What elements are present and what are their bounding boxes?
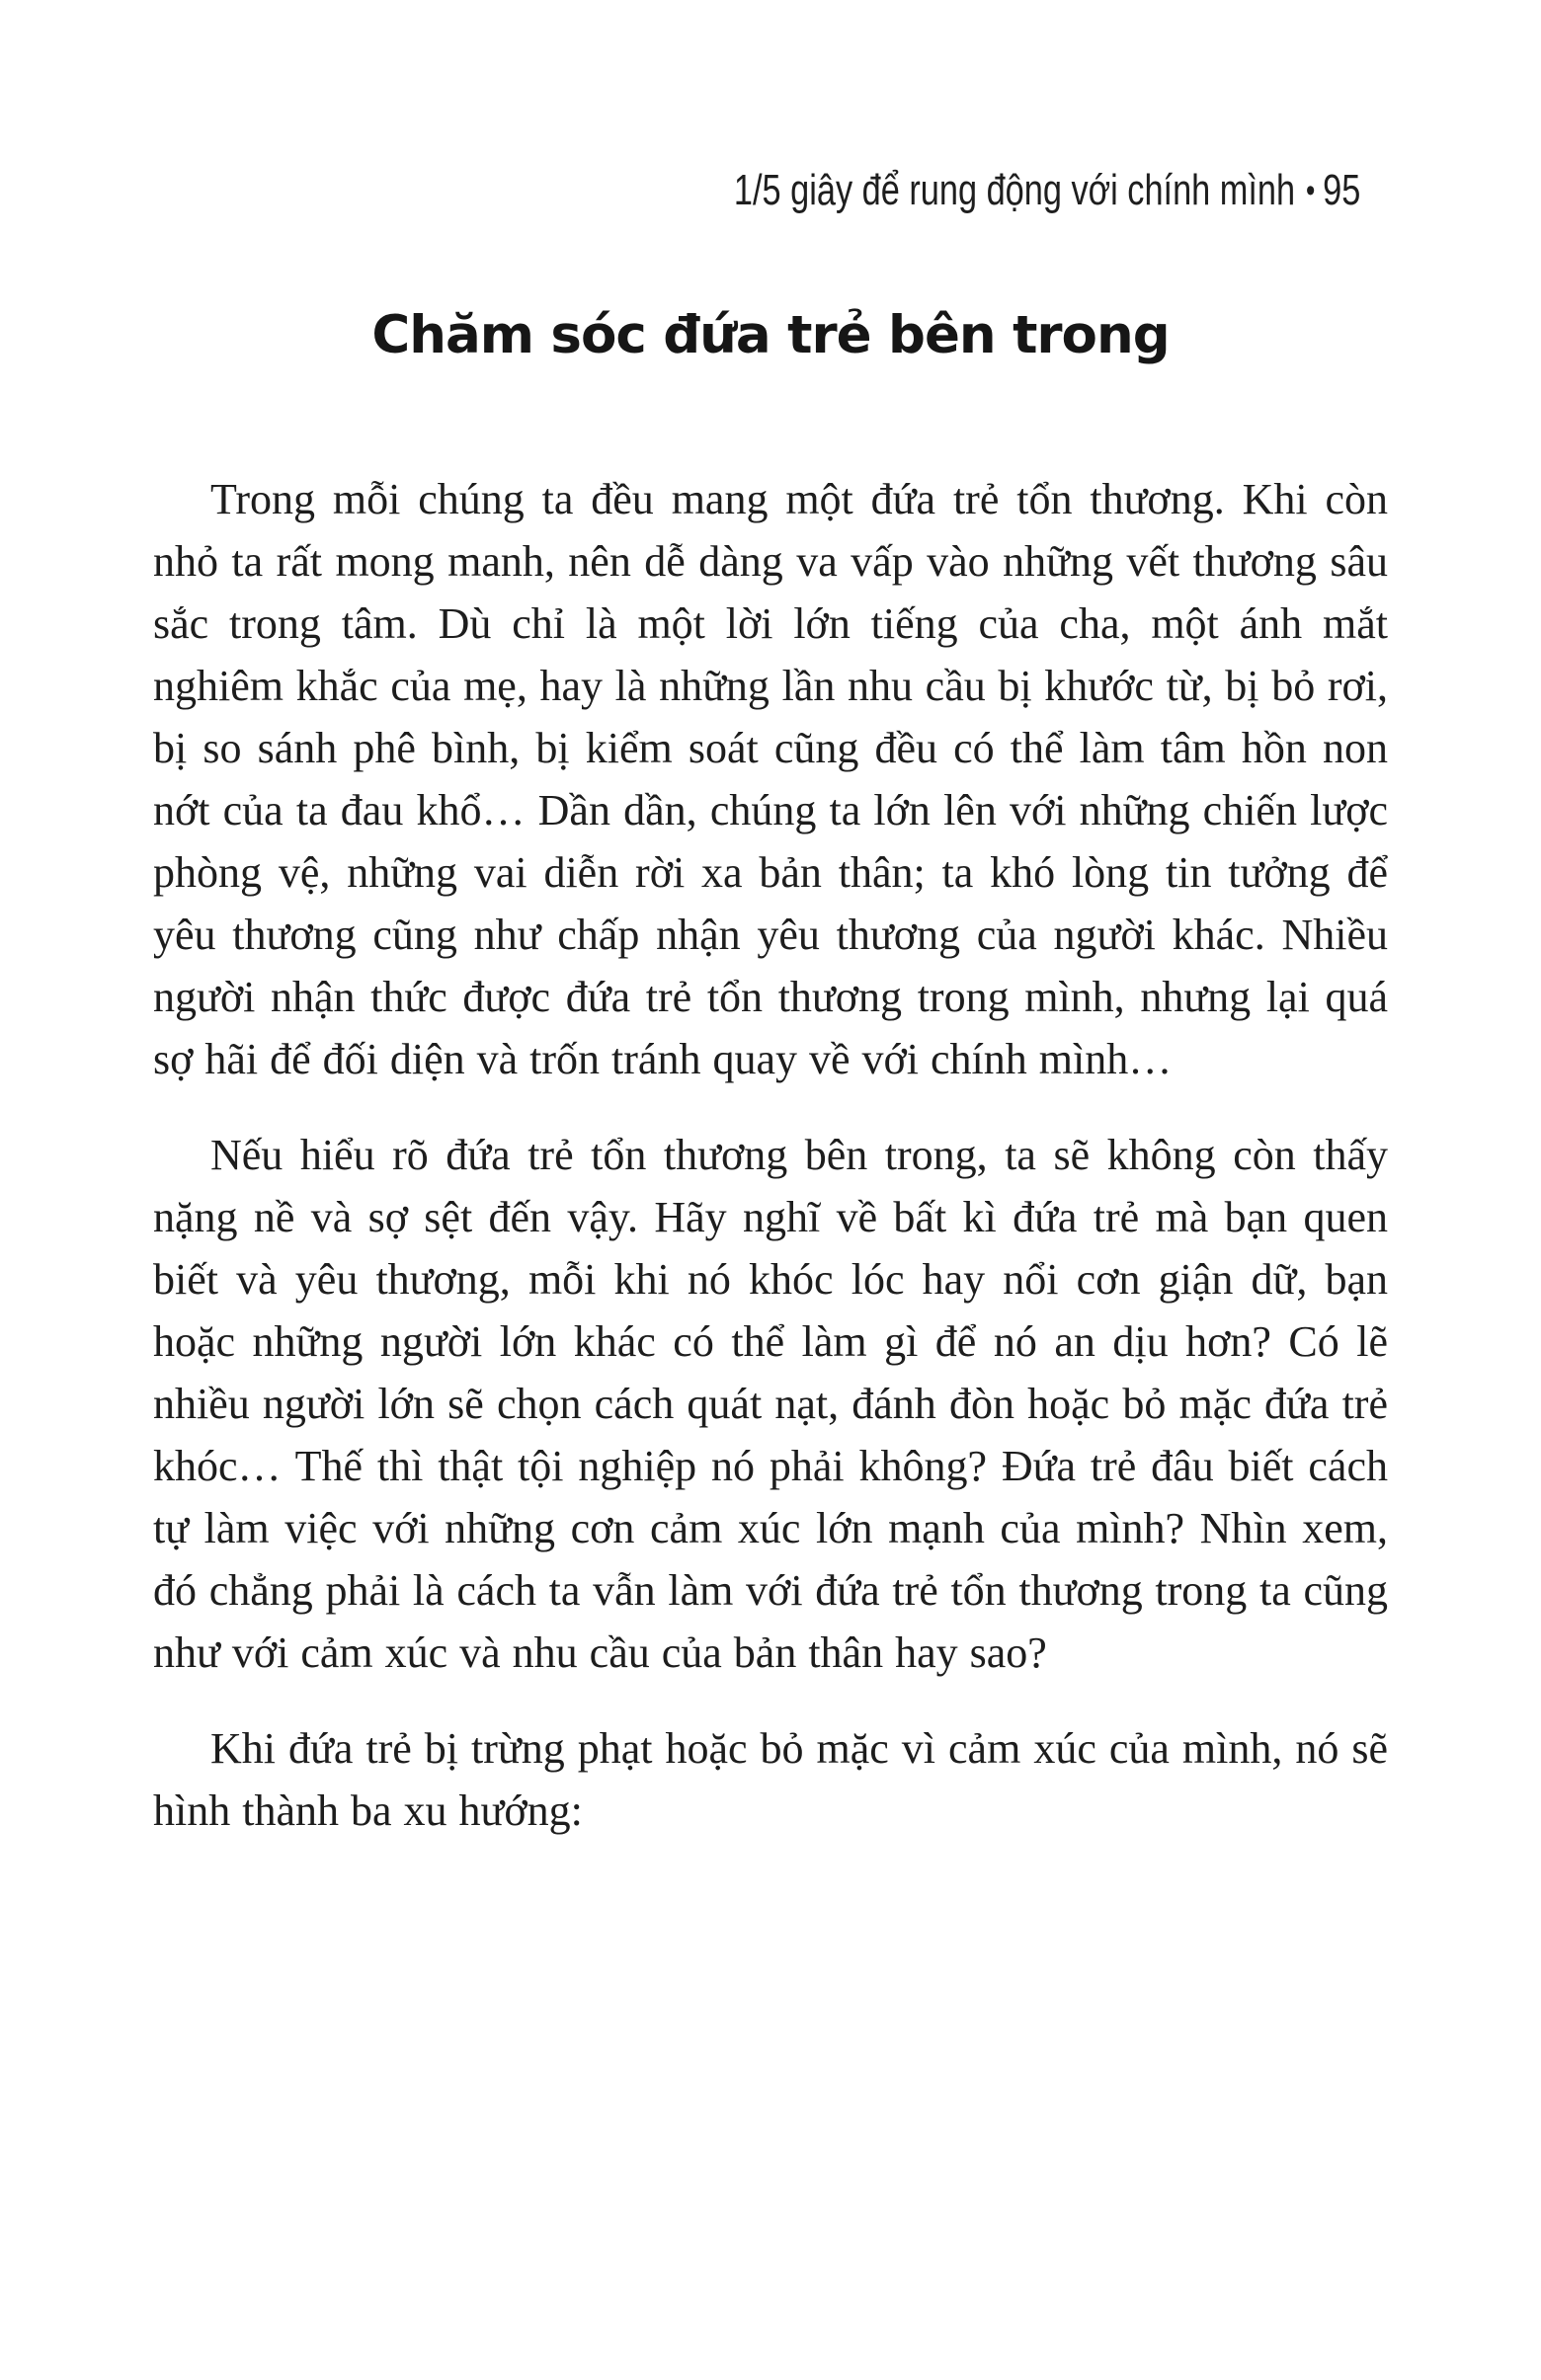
header-separator-dot: • bbox=[1305, 172, 1316, 209]
body-paragraph-3: Khi đứa trẻ bị trừng phạt hoặc bỏ mặc vì cảm xúc của mình, nó sẽ hình thành ba xu hướng: bbox=[153, 1724, 1388, 1835]
page-number: 95 bbox=[1322, 166, 1360, 214]
body-text bbox=[153, 468, 1388, 1842]
chapter-title: Chăm sóc đứa trẻ bên trong bbox=[371, 305, 1170, 365]
running-header-title: 1/5 giây để rung động với chính mình bbox=[733, 166, 1295, 214]
body-paragraph-2: Nếu hiểu rõ đứa trẻ tổn thương bên trong, ta sẽ không còn thấy nặng nề và sợ sệt đến vậy. Hãy nghĩ về bất kì đứa trẻ mà bạn quen biết và yêu thương, mỗi khi nó khóc lóc hay nổi cơn giận dữ, bạn hoặc những người lớn khác có thể làm gì để nó an dịu hơn? Có lẽ nhiều người lớn sẽ chọn cách quát nạt, đánh đòn hoặc bỏ mặc đứa trẻ khóc… Thế thì thật tội nghiệp nó phải không? Đứa trẻ đâu biết cách tự làm việc với những cơn cảm xúc lớn mạnh của mình? Nhìn xem, đó chẳng phải là cách ta vẫn làm với đứa trẻ tổn thương trong ta cũng như với cảm xúc và nhu cầu của bản thân hay sao? bbox=[153, 1131, 1388, 1677]
running-header bbox=[153, 166, 1388, 227]
running-header-inner bbox=[734, 166, 1360, 215]
body-paragraph-1: Trong mỗi chúng ta đều mang một đứa trẻ tổn thương. Khi còn nhỏ ta rất mong manh, nên dễ dàng va vấp vào những vết thương sâu sắc trong tâm. Dù chỉ là một lời lớn tiếng của cha, một ánh mắt nghiêm khắc của mẹ, hay là những lần nhu cầu bị khước từ, bị bỏ rơi, bị so sánh phê bình, bị kiểm soát cũng đều có thể làm tâm hồn non nớt của ta đau khổ… Dần dần, chúng ta lớn lên với những chiến lược phòng vệ, những vai diễn rời xa bản thân; ta khó lòng tin tưởng để yêu thương cũng như chấp nhận yêu thương của người khác. Nhiều người nhận thức được đứa trẻ tổn thương trong mình, nhưng lại quá sợ hãi để đối diện và trốn tránh quay về với chính mình… bbox=[153, 475, 1388, 1083]
